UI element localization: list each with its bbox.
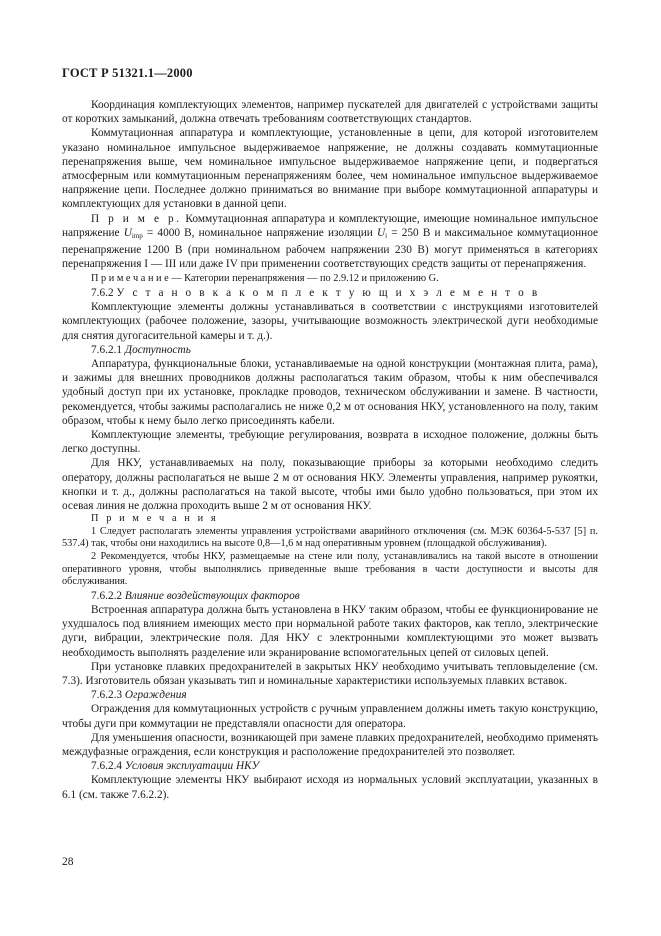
paragraph-influence-1: Встроенная аппаратура должна быть установлена в НКУ таким образом, чтобы ее функционирование не ухудшалось под влиянием имеющих место при нормальной работе таких факторов, как тепло, электрические дуги, вибрации, электрические поля. Для НКУ с электронными комплектующими это может вызвать необходимость выполнять разделение или экранирование вспомогательных цепей от силовых цепей. (62, 604, 598, 659)
paragraph-coordination: Координация комплектующих элементов, например пускателей для двигателей с устройствами защиты от коротких замыканий, должна отвечать требованиям соответствующих стандартов. (62, 99, 598, 126)
document-body (62, 98, 598, 802)
section-title: Доступность (124, 343, 191, 356)
paragraph-accessibility-3: Для НКУ, устанавливаемых на полу, показывающие приборы за которыми необходимо следить оператору, должны располагаться не выше 2 м от основания НКУ. Элементы управления, например рукоятки, кнопки и т. д., должны располагаться на такой высоте, чтобы ими было удобно пользоваться, при этом их осевая линия не должна проходить выше 2 м от основания НКУ. (62, 457, 598, 513)
note-2: 2 Рекомендуется, чтобы НКУ, размещаемые на стене или полу, устанавливались на такой высоте в отношении оперативного уровня, чтобы выполнялись приведенные выше требования в части доступности и высоты для обслуживания. (62, 551, 598, 588)
note-lead: П р и м е ч а н и е — (91, 273, 182, 285)
section-7-6-2-text: Комплектующие элементы должны устанавливаться в соответствии с инструкциями изготовителей комплектующих (рабочее положение, зазоры, учитывающие возможность электрической дуги необходимые для снятия дугогасительной камеры и т. д.). (62, 301, 598, 342)
section-title: Ограждения (124, 689, 187, 702)
example-text-1: Коммутационная аппаратура и комплектующие, имеющие номинальное импульсное напряжение (62, 212, 598, 239)
paragraph-conditions: Комплектующие элементы НКУ выбирают исходя из нормальных условий эксплуатации, указанных в 6.1 (см. также 7.6.2.2). (62, 774, 598, 801)
section-number: 7.6.2.4 (91, 760, 123, 773)
section-number: 7.6.2.3 (91, 689, 123, 702)
section-7-6-2-1-heading (62, 343, 598, 357)
notes-heading: П р и м е ч а н и я (91, 513, 219, 525)
paragraph-accessibility-1: Аппаратура, функциональные блоки, устанавливаемые на одной конструкции (монтажная плита, рама), и зажимы для внешних проводников должны располагаться таким образом, чтобы к ним обеспечивался удобный доступ при их установке, прокладке проводов, техническом обслуживании и замене. В частности, рекомендуется, чтобы зажимы располагались не ниже 0,2 м от основания НКУ, установленного на полу, таким образом, чтобы к нему было легко присоединять кабели. (62, 358, 598, 427)
section-number: 7.6.2 (91, 287, 114, 300)
paragraph-barriers-1: Ограждения для коммутационных устройств с ручным управлением должны иметь такую конструкцию, чтобы дуги при коммутации не представляли опасности для оператора. (62, 703, 598, 730)
u-i-subscript: i (385, 231, 388, 240)
section-title: Условия эксплуатации НКУ (124, 760, 260, 773)
section-number: 7.6.2.1 (91, 343, 123, 356)
note-text: Категории перенапряжения — по 2.9.12 и приложению G. (181, 273, 439, 285)
example-text-2: = 4000 В, номинальное напряжение изоляции (142, 226, 377, 239)
u-imp-subscript: imp (131, 231, 143, 240)
section-7-6-2-3-heading (62, 688, 598, 702)
section-title: У с т а н о в к а к о м п л е к т у ю щ и х э л е м е н т о в (116, 287, 540, 300)
note-1: 1 Следует располагать элементы управления устройствами аварийного отключения (см. МЭК 60364-5-537 [5] п. 537.4) так, чтобы они находились на высоте 0,8—1,6 м над оперативным уровнем (площадкой обслуживания). (62, 525, 598, 550)
u-i-symbol: U (377, 226, 386, 239)
example-text-3: = 250 В и максимальное коммутационное перенапряжение 1200 В (при номинальном рабочем напряжении 230 В) могут применяться в категориях перенапряжения I — III или даже IV при применении соответствующих средств защиты от перенапряжения. (62, 226, 599, 271)
section-7-6-2-2-heading (62, 589, 598, 603)
paragraph-accessibility-2: Комплектующие элементы, требующие регулирования, возврата в исходное положение, должны быть легко доступны. (62, 429, 598, 456)
page-number: 28 (62, 856, 74, 868)
section-7-6-2-4-heading (62, 759, 598, 773)
note-overvoltage (62, 273, 598, 286)
example-paragraph (62, 212, 598, 272)
paragraph-influence-2: При установке плавких предохранителей в закрытых НКУ необходимо учитывать тепловыделение (см. 7.3). Изготовитель обязан указывать тип и номинальные характеристики используемых плавких вставок. (62, 660, 598, 688)
section-7-6-2-heading (62, 286, 598, 300)
standard-header: ГОСТ Р 51321.1—2000 (62, 66, 193, 80)
paragraph-switching: Коммутационная аппаратура и комплектующие, установленные в цепи, для которой изготовителем указано номинальное импульсное выдерживаемое напряжение, не должны создавать коммутационные перенапряжения выше, чем номинальное импульсное выдерживаемое напряжение цепи, и подвергаться атмосферным или коммутационным перенапряжениям более, чем номинальное импульсное выдерживаемое напряжение цепи. Последнее должно приниматься во внимание при выборе коммутационной аппаратуры и комплектующих для установки в данной цепи. (62, 127, 598, 211)
section-title: Влияние воздействующих факторов (124, 589, 300, 602)
section-number: 7.6.2.2 (91, 589, 123, 602)
u-imp-symbol: U (123, 226, 132, 239)
example-lead: П р и м е р. (91, 212, 182, 225)
paragraph-barriers-2: Для уменьшения опасности, возникающей при замене плавких предохранителей, необходимо применять междуфазные ограждения, если конструкция и расположение предохранителей это позволяет. (62, 731, 598, 759)
